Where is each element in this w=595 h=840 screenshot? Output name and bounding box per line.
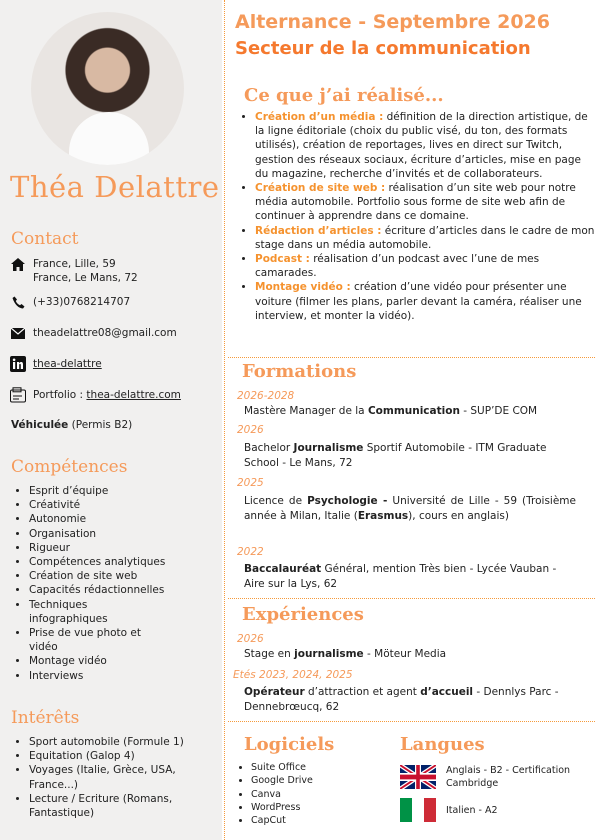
vehicle-info [11, 418, 132, 432]
contact-address [10, 257, 138, 285]
education-entry: Mastère Manager de la Communication - SUP’DE COM [244, 405, 538, 417]
experience-year: Etés 2023, 2024, 2025 [233, 669, 353, 681]
achievements-heading: Ce que j’ai réalisé... [244, 85, 444, 106]
education-year: 2025 [237, 477, 264, 489]
uk-flag-icon [400, 765, 436, 789]
interests-heading: Intérêts [11, 708, 80, 728]
software-item: • Google Drive [251, 774, 313, 787]
profile-photo [31, 12, 184, 165]
software-heading: Logiciels [244, 734, 335, 755]
software-item: • Suite Office [251, 761, 313, 774]
interest-item: • Voyages (Italie, Grèce, USA, France...) [29, 763, 189, 791]
achievement-item: • Création d’un média : définition de la direction artistique, de la ligne éditoriale (choix du public visé, du ton, des formats utilisés), création de reportages, lives en direct sur Twitch, gestion des réseaux sociaux, écriture d’articles, mise en page du magazine, recherche d’invités et de collaborateurs. [255, 110, 595, 181]
job-target-title: Alternance - Septembre 2026 [235, 11, 550, 33]
software-item: • Canva [251, 788, 313, 801]
linkedin-link[interactable]: thea-delattre [33, 358, 102, 370]
software-item: • CapCut [251, 814, 313, 827]
email-address: theadelattre08@gmail.com [33, 327, 177, 339]
experience-heading: Expériences [242, 604, 364, 625]
interest-item: • Equitation (Galop 4) [29, 749, 209, 763]
achievement-item: • Podcast : réalisation d’un podcast avec l’une de mes camarades. [255, 252, 595, 280]
contact-email[interactable] [10, 326, 177, 340]
experience-year: 2026 [237, 633, 264, 645]
skill-item: • Esprit d’équipe [29, 484, 209, 498]
section-divider [228, 598, 595, 599]
education-heading: Formations [242, 361, 357, 382]
skill-item: • Techniques infographiques [29, 598, 139, 626]
skill-item: • Compétences analytiques [29, 555, 209, 569]
mail-icon [10, 326, 26, 340]
education-year: 2026-2028 [237, 390, 295, 402]
home-icon [10, 257, 26, 271]
skill-item: • Créativité [29, 498, 209, 512]
language-english: Anglais - B2 - Certification Cambridge [446, 765, 571, 789]
contact-portfolio [10, 388, 181, 402]
achievements-list [238, 110, 595, 323]
software-list [237, 761, 313, 827]
vehicle-license: (Permis B2) [68, 419, 133, 431]
achievement-item: • Rédaction d’articles : écriture d’articles dans le cadre de mon stage dans un média automobile. [255, 224, 595, 252]
contact-phone[interactable] [10, 295, 130, 309]
contact-heading: Contact [11, 229, 79, 249]
address-line-2: France, Le Mans, 72 [33, 272, 138, 284]
interest-item: • Lecture / Ecriture (Romans, Fantastique) [29, 792, 189, 820]
skill-item: • Organisation [29, 527, 209, 541]
skill-item: • Capacités rédactionnelles [29, 583, 209, 597]
portfolio-link[interactable]: thea-delattre.com [86, 389, 181, 401]
language-italian: Italien - A2 [446, 805, 498, 816]
skills-list [12, 484, 209, 683]
interest-item: • Sport automobile (Formule 1) [29, 735, 209, 749]
interests-list [12, 735, 209, 820]
skill-item: • Prise de vue photo et vidéo [29, 626, 159, 654]
skill-item: • Création de site web [29, 569, 209, 583]
education-year: 2026 [237, 424, 264, 436]
linkedin-icon [10, 357, 26, 371]
skill-item: • Autonomie [29, 512, 209, 526]
achievement-item: • Création de site web : réalisation d’un site web pour notre média automobile. Portfolio sous forme de site web afin de continuer à apprendre dans ce domaine. [255, 181, 595, 224]
skill-item: • Montage vidéo [29, 654, 209, 668]
section-divider [228, 721, 595, 722]
education-entry: Licence de Psychologie - Université de Lille - 59 (Troisième année à Milan, Italie (Erasmus), cours en anglais) [244, 495, 576, 522]
software-item: • WordPress [251, 801, 313, 814]
education-entry: Baccalauréat Général, mention Très bien - Lycée Vauban - Aire sur la Lys, 62 [244, 563, 557, 590]
portfolio-icon [10, 388, 26, 402]
person-name: Théa Delattre [10, 170, 220, 204]
skill-item: • Interviews [29, 669, 209, 683]
experience-entry: Stage en journalisme - Möteur Media [244, 648, 447, 660]
phone-number: (+33)0768214707 [33, 296, 131, 308]
job-target-sector: Secteur de la communication [235, 38, 531, 59]
achievement-item: • Montage vidéo : création d’une vidéo pour présenter une voiture (filmer les plans, parler devant la caméra, réaliser une interview, et monter la vidéo). [255, 280, 595, 323]
languages-heading: Langues [400, 734, 485, 755]
portfolio-label: Portfolio : [33, 389, 87, 401]
education-entry: Bachelor Journalisme Sportif Automobile - ITM Graduate School - Le Mans, 72 [244, 442, 547, 469]
experience-entry: Opérateur d’attraction et agent d’accueil - Dennlys Parc - Dennebrœucq, 62 [244, 686, 559, 713]
skills-heading: Compétences [11, 457, 128, 477]
address-line-1: France, Lille, 59 [33, 258, 116, 270]
phone-icon [10, 295, 26, 309]
education-year: 2022 [237, 546, 264, 558]
vehicle-label: Véhiculée [11, 419, 69, 431]
contact-linkedin[interactable] [10, 357, 102, 371]
vertical-divider [224, 0, 225, 840]
section-divider [228, 357, 595, 358]
italy-flag-icon [400, 798, 436, 822]
skill-item: • Rigueur [29, 541, 209, 555]
